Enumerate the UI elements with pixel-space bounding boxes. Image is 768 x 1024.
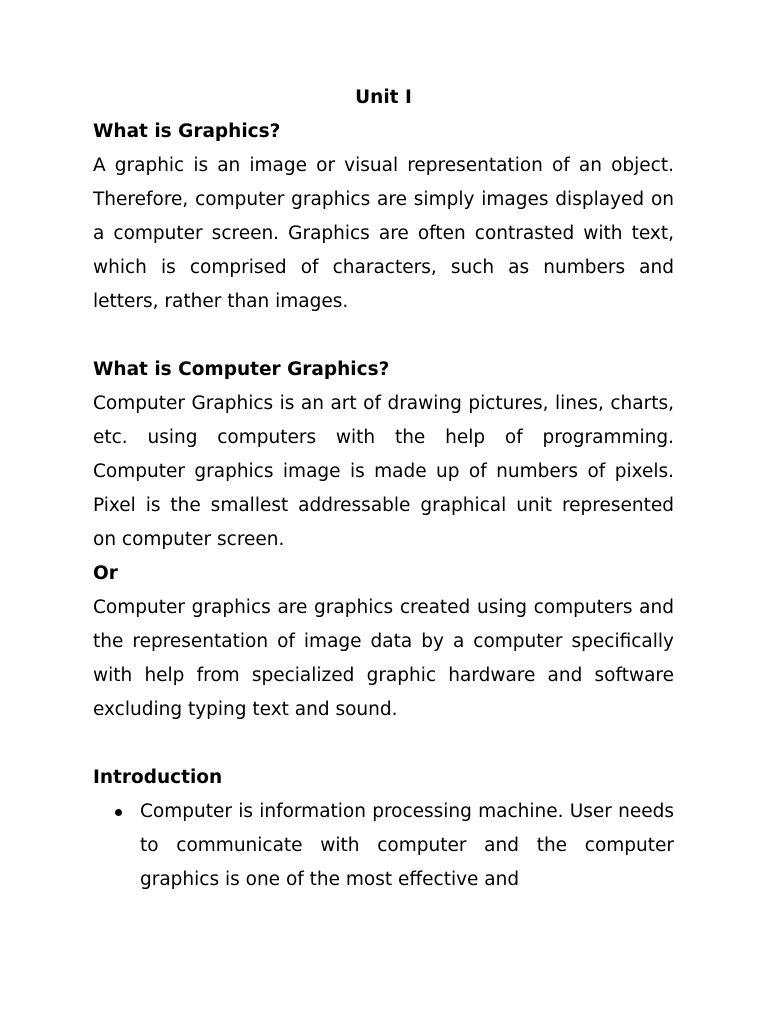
section-heading-what-is-computer-graphics: What is Computer Graphics? xyxy=(93,359,390,380)
paragraph-computer-graphics-definition: Computer Graphics is an art of drawing pictures, lines, charts, etc. using computers with the help of programming. Computer graphics image is made up of numbers of pixels. Pixel is the smallest addressable graphical unit represented on computer screen. xyxy=(93,393,674,550)
list-item xyxy=(93,795,674,897)
blank-line xyxy=(93,727,674,761)
paragraph-computer-graphics-alternate: Computer graphics are graphics created using computers and the representation of image data by a computer specifically with help from specialized graphic hardware and software excluding typing text and sound. xyxy=(93,597,674,720)
paragraph-graphics-definition: A graphic is an image or visual representation of an object. Therefore, computer graphics are simply images displayed on a computer screen. Graphics are often contrasted with text, which is comprised of characters, such as numbers and letters, rather than images. xyxy=(93,155,674,312)
bullet-icon xyxy=(115,809,122,816)
document-page xyxy=(93,81,674,897)
introduction-bullet-list xyxy=(93,795,674,897)
list-item-text: Computer is information processing machine. User needs to communicate with computer and the computer graphics is one of the most effective and xyxy=(140,801,674,890)
document-title: Unit I xyxy=(355,87,412,108)
section-heading-what-is-graphics: What is Graphics? xyxy=(93,121,281,142)
section-heading-introduction: Introduction xyxy=(93,767,223,788)
or-label: Or xyxy=(93,563,118,584)
blank-line xyxy=(93,319,674,353)
